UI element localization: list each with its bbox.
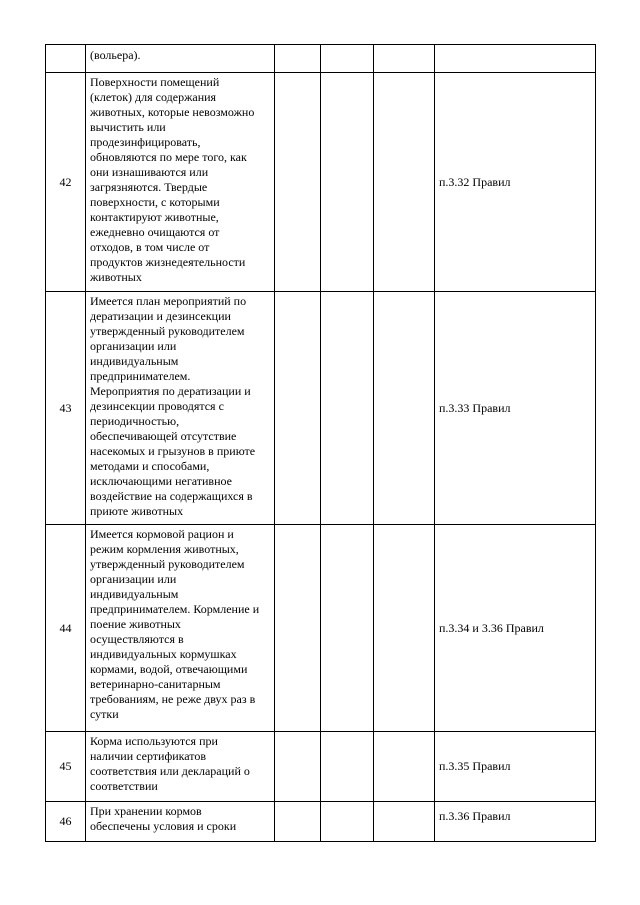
empty-cell [374,732,435,802]
row-number: 43 [46,292,86,525]
table-row [46,292,596,525]
empty-cell [321,802,374,842]
empty-cell [321,292,374,525]
table-row [46,525,596,732]
row-number [46,45,86,73]
regulation-reference [435,45,596,73]
regulation-reference: п.3.33 Правил [435,292,596,525]
empty-cell [321,732,374,802]
regulation-reference: п.3.35 Правил [435,732,596,802]
empty-cell [275,732,321,802]
row-number: 45 [46,732,86,802]
empty-cell [275,525,321,732]
empty-cell [321,45,374,73]
empty-cell [275,802,321,842]
requirement-text: Корма используются при наличии сертификатов соответствия или деклараций о соответствии [86,732,275,802]
table-row [46,732,596,802]
regulation-reference: п.3.36 Правил [435,802,596,842]
requirement-text: (вольера). [86,45,275,73]
empty-cell [275,45,321,73]
empty-cell [374,73,435,292]
empty-cell [374,45,435,73]
empty-cell [374,525,435,732]
requirement-text: Имеется кормовой рацион и режим кормления животных, утвержденный руководителем организации или индивидуальным предпринимателем. Кормление и поение животных осуществляются в индивидуальных кормушках кормами, водой, отвечающими ветеринарно-санитарным требованиям, не реже двух раз в сутки [86,525,275,732]
empty-cell [275,292,321,525]
regulation-reference: п.3.32 Правил [435,73,596,292]
empty-cell [275,73,321,292]
checklist-table [45,44,596,842]
table-row [46,45,596,73]
empty-cell [321,73,374,292]
empty-cell [374,802,435,842]
requirement-text: Имеется план мероприятий по дератизации и дезинсекции утвержденный руководителем организации или индивидуальным предпринимателем. Мероприятия по дератизации и дезинсекции проводятся с периодичностью, обеспечивающей отсутствие насекомых и грызунов в приюте методами и способами, исключающими негативное воздействие на содержащихся в приюте животных [86,292,275,525]
row-number: 42 [46,73,86,292]
table-row [46,802,596,842]
regulation-reference: п.3.34 и 3.36 Правил [435,525,596,732]
empty-cell [374,292,435,525]
empty-cell [321,525,374,732]
row-number: 46 [46,802,86,842]
table-row [46,73,596,292]
requirement-text: При хранении кормов обеспечены условия и сроки [86,802,275,842]
requirement-text: Поверхности помещений (клеток) для содержания животных, которые невозможно вычистить или продезинфицировать, обновляются по мере того, как они изнашиваются или загрязняются. Твердые поверхности, с которыми контактируют животные, ежедневно очищаются от отходов, в том числе от продуктов жизнедеятельности животных [86,73,275,292]
row-number: 44 [46,525,86,732]
